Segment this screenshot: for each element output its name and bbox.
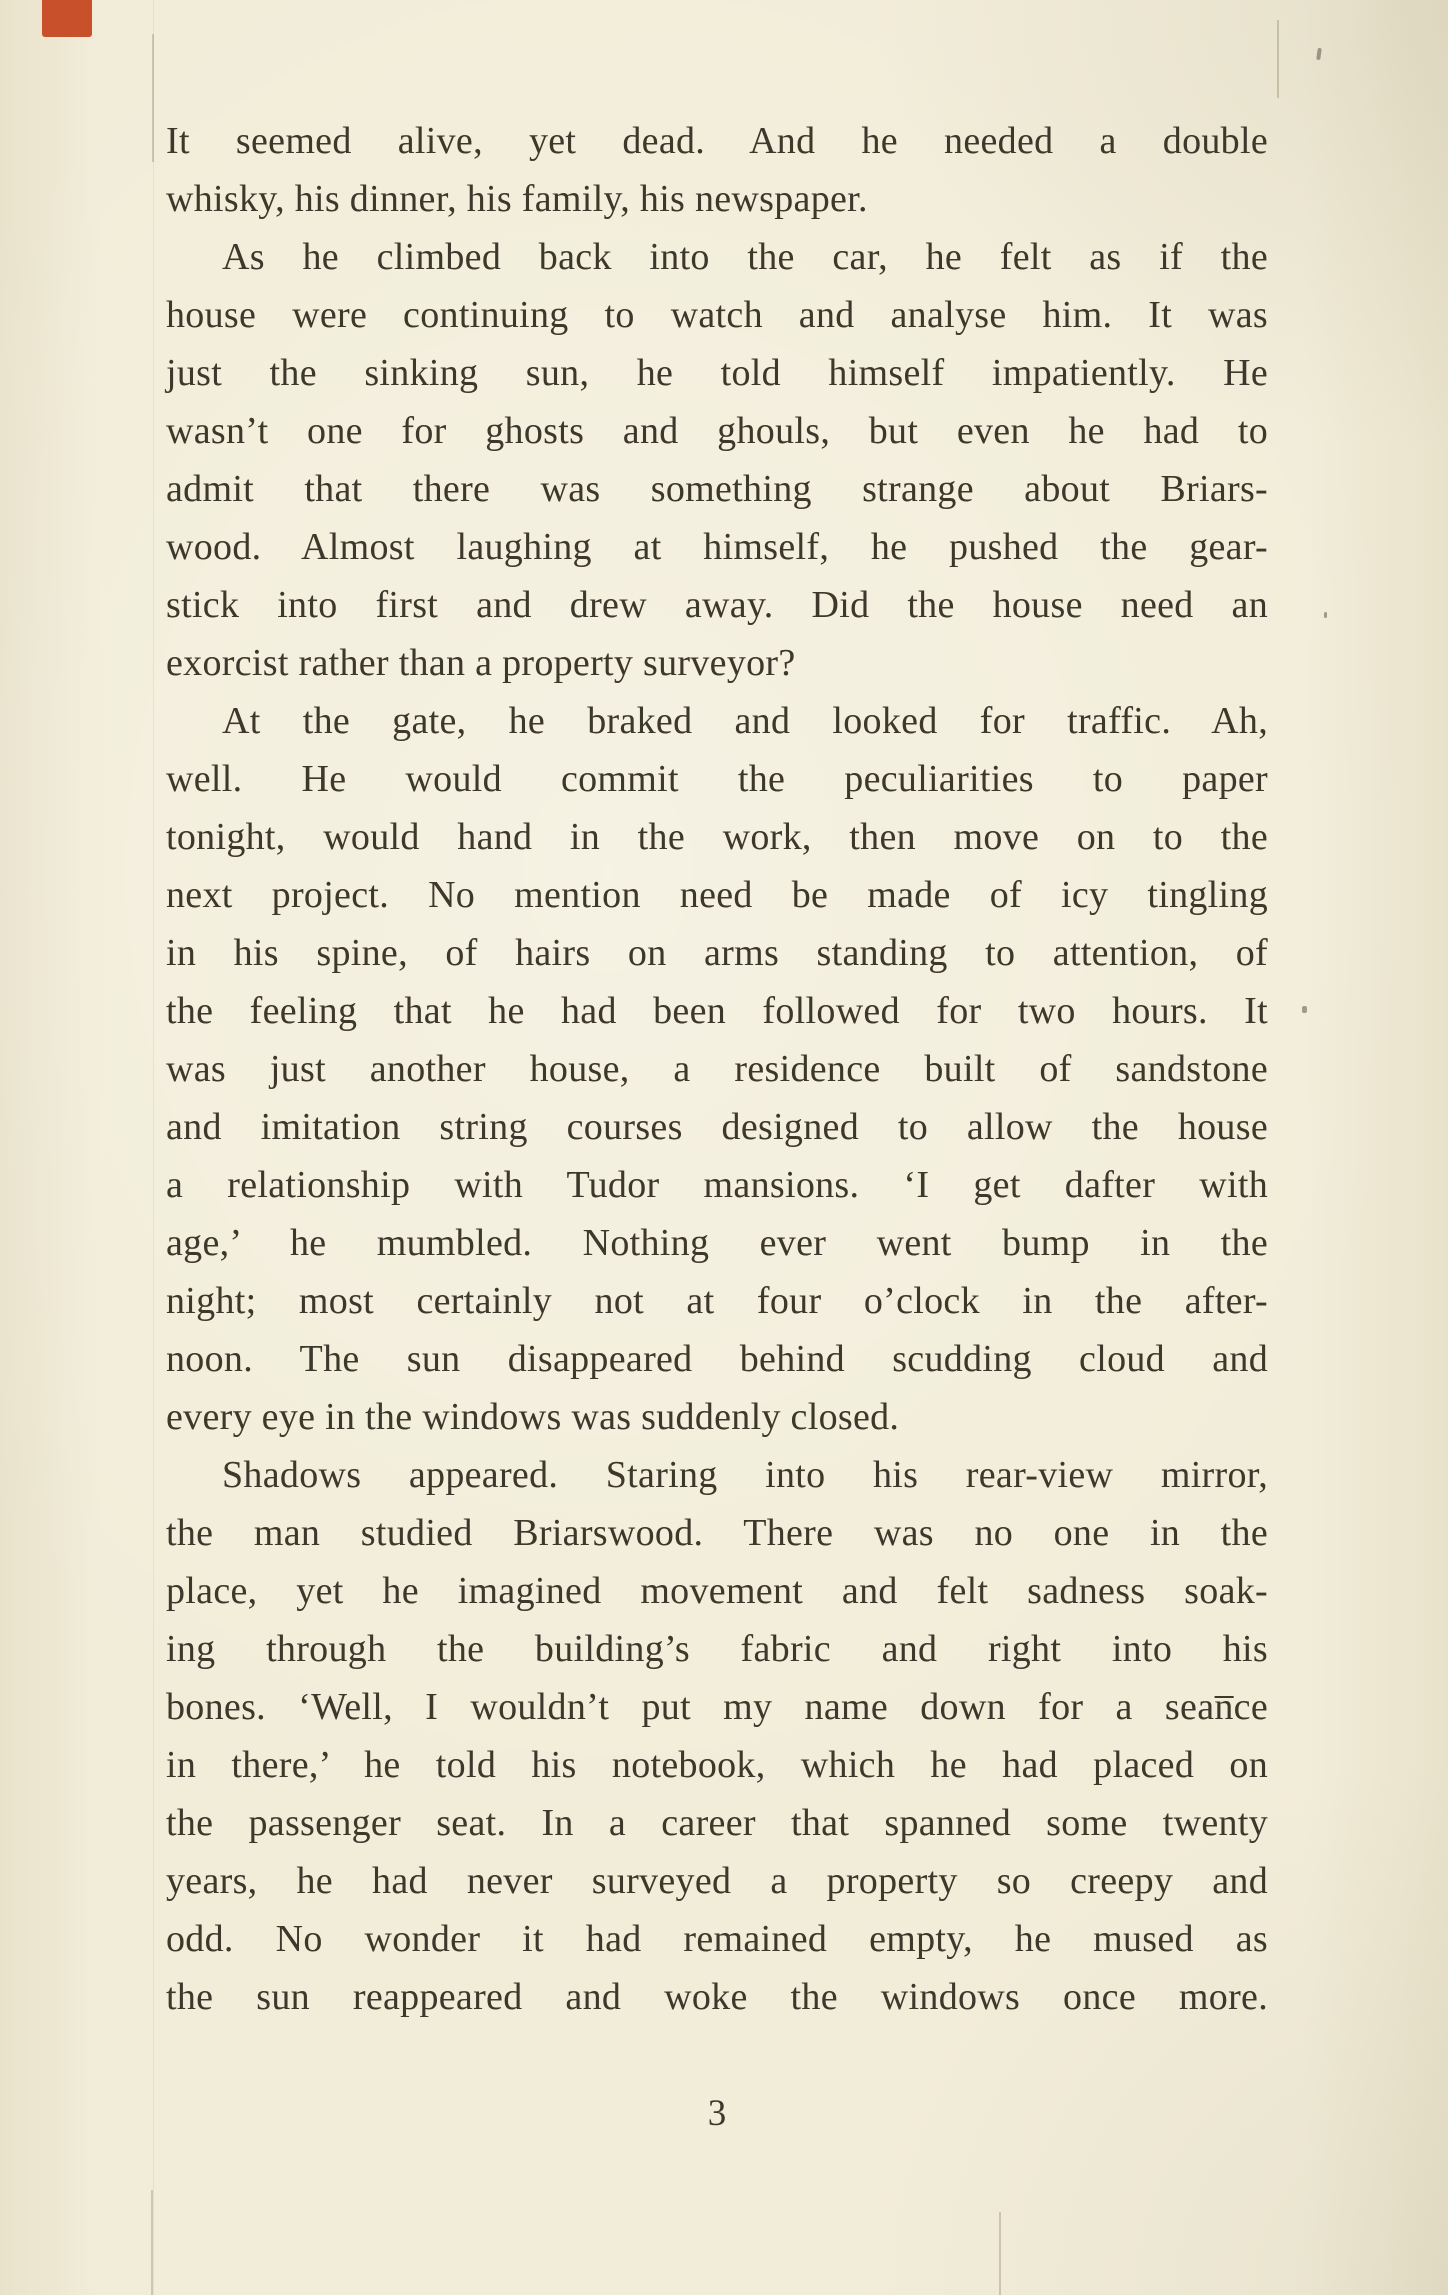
text-line: whisky, his dinner, his family, his newspaper.: [166, 178, 868, 220]
page-crease-bottom: [999, 2212, 1001, 2295]
page-crease-left: [153, 0, 154, 2295]
text-line: night; most certainly not at four o’clock in the after-: [166, 1280, 1268, 1322]
text-line: place, yet he imagined movement and felt sadness soak-: [166, 1570, 1268, 1612]
text-line: the man studied Briarswood. There was no one in the: [166, 1512, 1268, 1554]
text-line: odd. No wonder it had remained empty, he mused as: [166, 1918, 1268, 1960]
scan-speck: [1324, 612, 1327, 618]
text-line: tonight, would hand in the work, then move on to the: [166, 816, 1268, 858]
text-line: age,’ he mumbled. Nothing ever went bump in the: [166, 1222, 1268, 1264]
text-line: wood. Almost laughing at himself, he pushed the gear-: [166, 526, 1268, 568]
text-line: As he climbed back into the car, he felt as if the: [222, 236, 1268, 278]
text-line: the feeling that he had been followed for two hours. It: [166, 990, 1268, 1032]
text-line: next project. No mention need be made of icy tingling: [166, 874, 1268, 916]
text-line: exorcist rather than a property surveyor?: [166, 642, 796, 684]
text-line: was just another house, a residence built of sandstone: [166, 1048, 1268, 1090]
page-crease-right-top: [1277, 20, 1279, 98]
page-text-block: [166, 112, 1268, 2026]
text-line: wasn’t one for ghosts and ghouls, but even he had to: [166, 410, 1268, 452]
text-line: admit that there was something strange about Briars-: [166, 468, 1268, 510]
text-line: in there,’ he told his notebook, which he had placed on: [166, 1744, 1268, 1786]
text-line: It seemed alive, yet dead. And he needed a double: [166, 120, 1268, 162]
spine-color-mark: [42, 0, 92, 37]
text-line: noon. The sun disappeared behind scudding cloud and: [166, 1338, 1268, 1380]
text-line: the sun reappeared and woke the windows once more.: [166, 1976, 1268, 2018]
text-line: in his spine, of hairs on arms standing to attention, of: [166, 932, 1268, 974]
page-number: 3: [707, 2093, 727, 2134]
text-line: stick into first and drew away. Did the house need an: [166, 584, 1268, 626]
text-line: Shadows appeared. Staring into his rear-view mirror,: [222, 1454, 1268, 1496]
text-line: the passenger seat. In a career that spanned some twenty: [166, 1802, 1268, 1844]
text-line: ing through the building’s fabric and right into his: [166, 1628, 1268, 1670]
text-line: house were continuing to watch and analyse him. It was: [166, 294, 1268, 336]
scan-speck: [1302, 1006, 1307, 1013]
page-crease-left-bottom: [151, 2190, 153, 2295]
text-line: a relationship with Tudor mansions. ‘I get dafter with: [166, 1164, 1268, 1206]
text-line: and imitation string courses designed to allow the house: [166, 1106, 1268, 1148]
scan-speck: [1316, 48, 1322, 60]
text-line: well. He would commit the peculiarities to paper: [166, 758, 1268, 800]
text-line: At the gate, he braked and looked for traffic. Ah,: [222, 700, 1268, 742]
text-line: years, he had never surveyed a property so creepy and: [166, 1860, 1268, 1902]
text-line: every eye in the windows was suddenly closed.: [166, 1396, 900, 1438]
text-line: just the sinking sun, he told himself impatiently. He: [166, 352, 1268, 394]
text-line: bones. ‘Well, I wouldn’t put my name down for a sean̅ce: [166, 1686, 1268, 1728]
